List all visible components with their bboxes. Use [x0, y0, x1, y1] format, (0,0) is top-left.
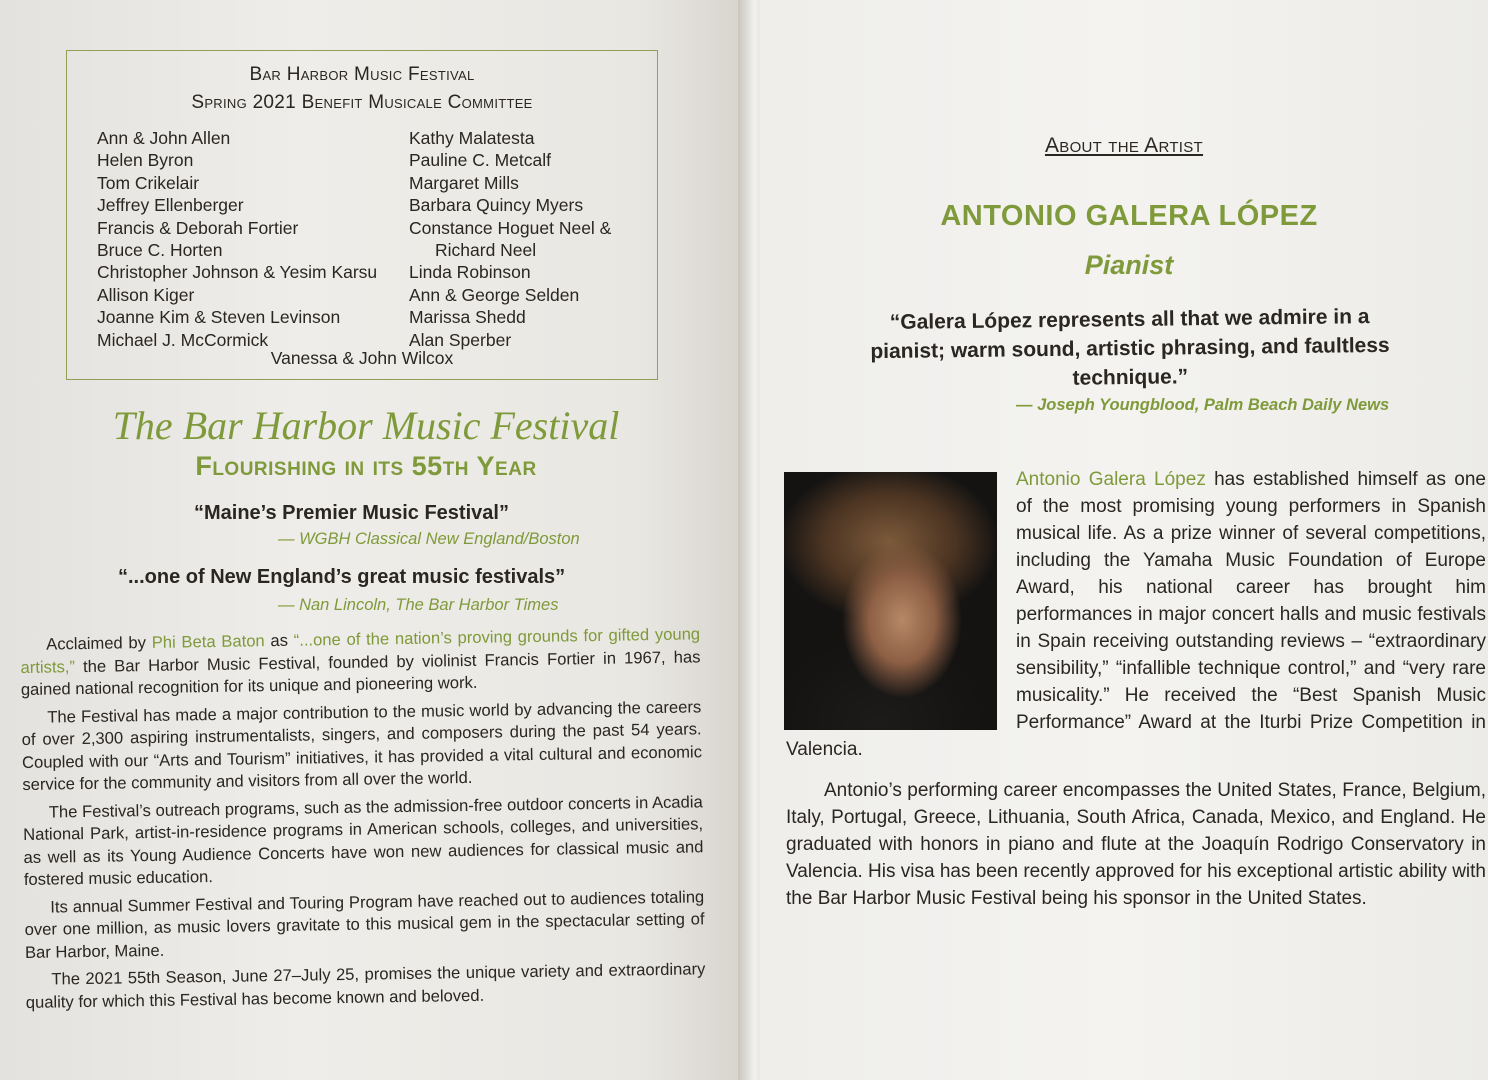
committee-member: Linda Robinson	[409, 262, 531, 283]
text: Acclaimed by	[46, 632, 152, 654]
committee-member: Christopher Johnson & Yesim Karsu	[97, 262, 378, 283]
quote-2: “...one of New England’s great music festivals”	[118, 566, 566, 588]
committee-member: Tom Crikelair	[97, 172, 200, 193]
committee-member: Michael J. McCormick	[97, 329, 269, 350]
committee-member: Jeffrey Ellenberger	[97, 195, 244, 216]
text: the Bar Harbor Music Festival, founded by violinist Francis Fortier in 1967, has gained national recognition for its unique and pioneering work.	[20, 646, 701, 699]
committee-member: Bruce C. Horten	[97, 240, 223, 261]
committee-member: Ann & George Selden	[409, 284, 580, 305]
committee-column-a	[97, 127, 377, 351]
paragraph-2: The Festival has made a major contribution to the music world by advancing the careers of over 2,300 aspiring instrumentalists, singers, and composers during the past 54 years. Coupled with our “Arts and Tourism” initiatives, it has provided a vital cultural and economic service for the community and visitors from all over the world.	[21, 696, 703, 794]
committee-member: Francis & Deborah Fortier	[97, 217, 299, 238]
committee-member: Kathy Malatesta	[409, 128, 535, 148]
committee-member: Pauline C. Metcalf	[409, 150, 552, 171]
paragraph-4: Its annual Summer Festival and Touring Program have reached out to audiences totaling over one million, as music lovers gravitate to this musical gem in the spectacular setting of Bar Harbor, Maine.	[24, 886, 705, 962]
committee-member: Helen Byron	[97, 150, 194, 171]
right-page	[760, 0, 1488, 1080]
committee-member: Richard Neel	[435, 240, 537, 261]
committee-member: Constance Hoguet Neel &	[409, 217, 612, 238]
committee-subtitle: Spring 2021 Benefit Musicale Committee	[191, 92, 533, 113]
text-highlight: “...one of the nation’s proving grounds for gifted young artists,”	[20, 624, 701, 677]
press-quote: “Galera López represents all that we admire in a pianist; warm sound, artistic phrasing, and faultless technique.”	[870, 305, 1390, 390]
committee-member: Vanessa & John Wilcox	[270, 348, 454, 368]
paragraph-3: The Festival’s outreach programs, such as the admission-free outdoor concerts in Acadia National Park, artist-in-residence programs in American schools, colleges, and universities, as well as its Young Audience Concerts have won new audiences for classical music and fostered music education.	[23, 791, 704, 889]
committee-member: Margaret Mills	[409, 172, 519, 193]
paragraph-1	[20, 623, 701, 701]
text: has established himself as one of the most promising young performers in Spanish musical life. As a prize winner of several competitions, including the Yamaha Music Foundation of Europe Award, his national career has brought him performances in major concert halls and music festivals in Spain receiving outstanding reviews – “extraordinary sensibility,” “infallible technique control,” and “very rare musicality.” He received the “Best Spanish Music Performance” Award at the Iturbi Prize Competition in Valencia.	[786, 469, 1486, 760]
committee-member: Joanne Kim & Steven Levinson	[97, 307, 341, 328]
committee-column-b	[409, 127, 611, 351]
bio-name: Antonio Galera López	[1016, 469, 1206, 490]
about-heading: About the Artist	[1044, 134, 1204, 157]
committee-member: Marissa Shedd	[409, 307, 526, 328]
committee-member: Barbara Quincy Myers	[409, 195, 584, 216]
committee-title: Bar Harbor Music Festival	[249, 64, 475, 85]
bio-paragraph-2: Antonio’s performing career encompasses the United States, France, Belgium, Italy, Portugal, Greece, Lithuania, South Africa, Canada, Mexico, and England. He graduated with honors in piano and flute at the Joaquín Rodrigo Conservatory in Valencia. His visa has been recently approved for his exceptional artistic ability with the Bar Harbor Music Festival being his sponsor in the United States.	[786, 780, 1486, 909]
committee-box	[66, 50, 658, 380]
artist-name: ANTONIO GALERA LÓPEZ	[940, 200, 1318, 232]
committee-member: Alan Sperber	[409, 329, 512, 350]
festival-title: The Bar Harbor Music Festival	[112, 403, 620, 448]
text: as	[264, 630, 294, 651]
festival-body	[20, 623, 706, 1019]
press-quote-attribution: — Joseph Youngblood, Palm Beach Daily News	[1016, 396, 1390, 414]
festival-subtitle: Flourishing in its 55th Year	[195, 451, 537, 481]
artist-role: Pianist	[1084, 250, 1174, 280]
quote-1-attribution: — WGBH Classical New England/Boston	[278, 530, 580, 548]
committee-member: Ann & John Allen	[97, 128, 231, 148]
artist-bio	[786, 466, 1486, 926]
quote-2-attribution: — Nan Lincoln, The Bar Harbor Times	[278, 596, 559, 614]
text-highlight: Phi Beta Baton	[151, 631, 265, 652]
committee-member: Allison Kiger	[97, 284, 195, 305]
paragraph-5: The 2021 55th Season, June 27–July 25, promises the unique variety and extraordinary quality for which this Festival has become known and beloved.	[25, 959, 706, 1012]
quote-1: “Maine’s Premier Music Festival”	[194, 502, 509, 524]
